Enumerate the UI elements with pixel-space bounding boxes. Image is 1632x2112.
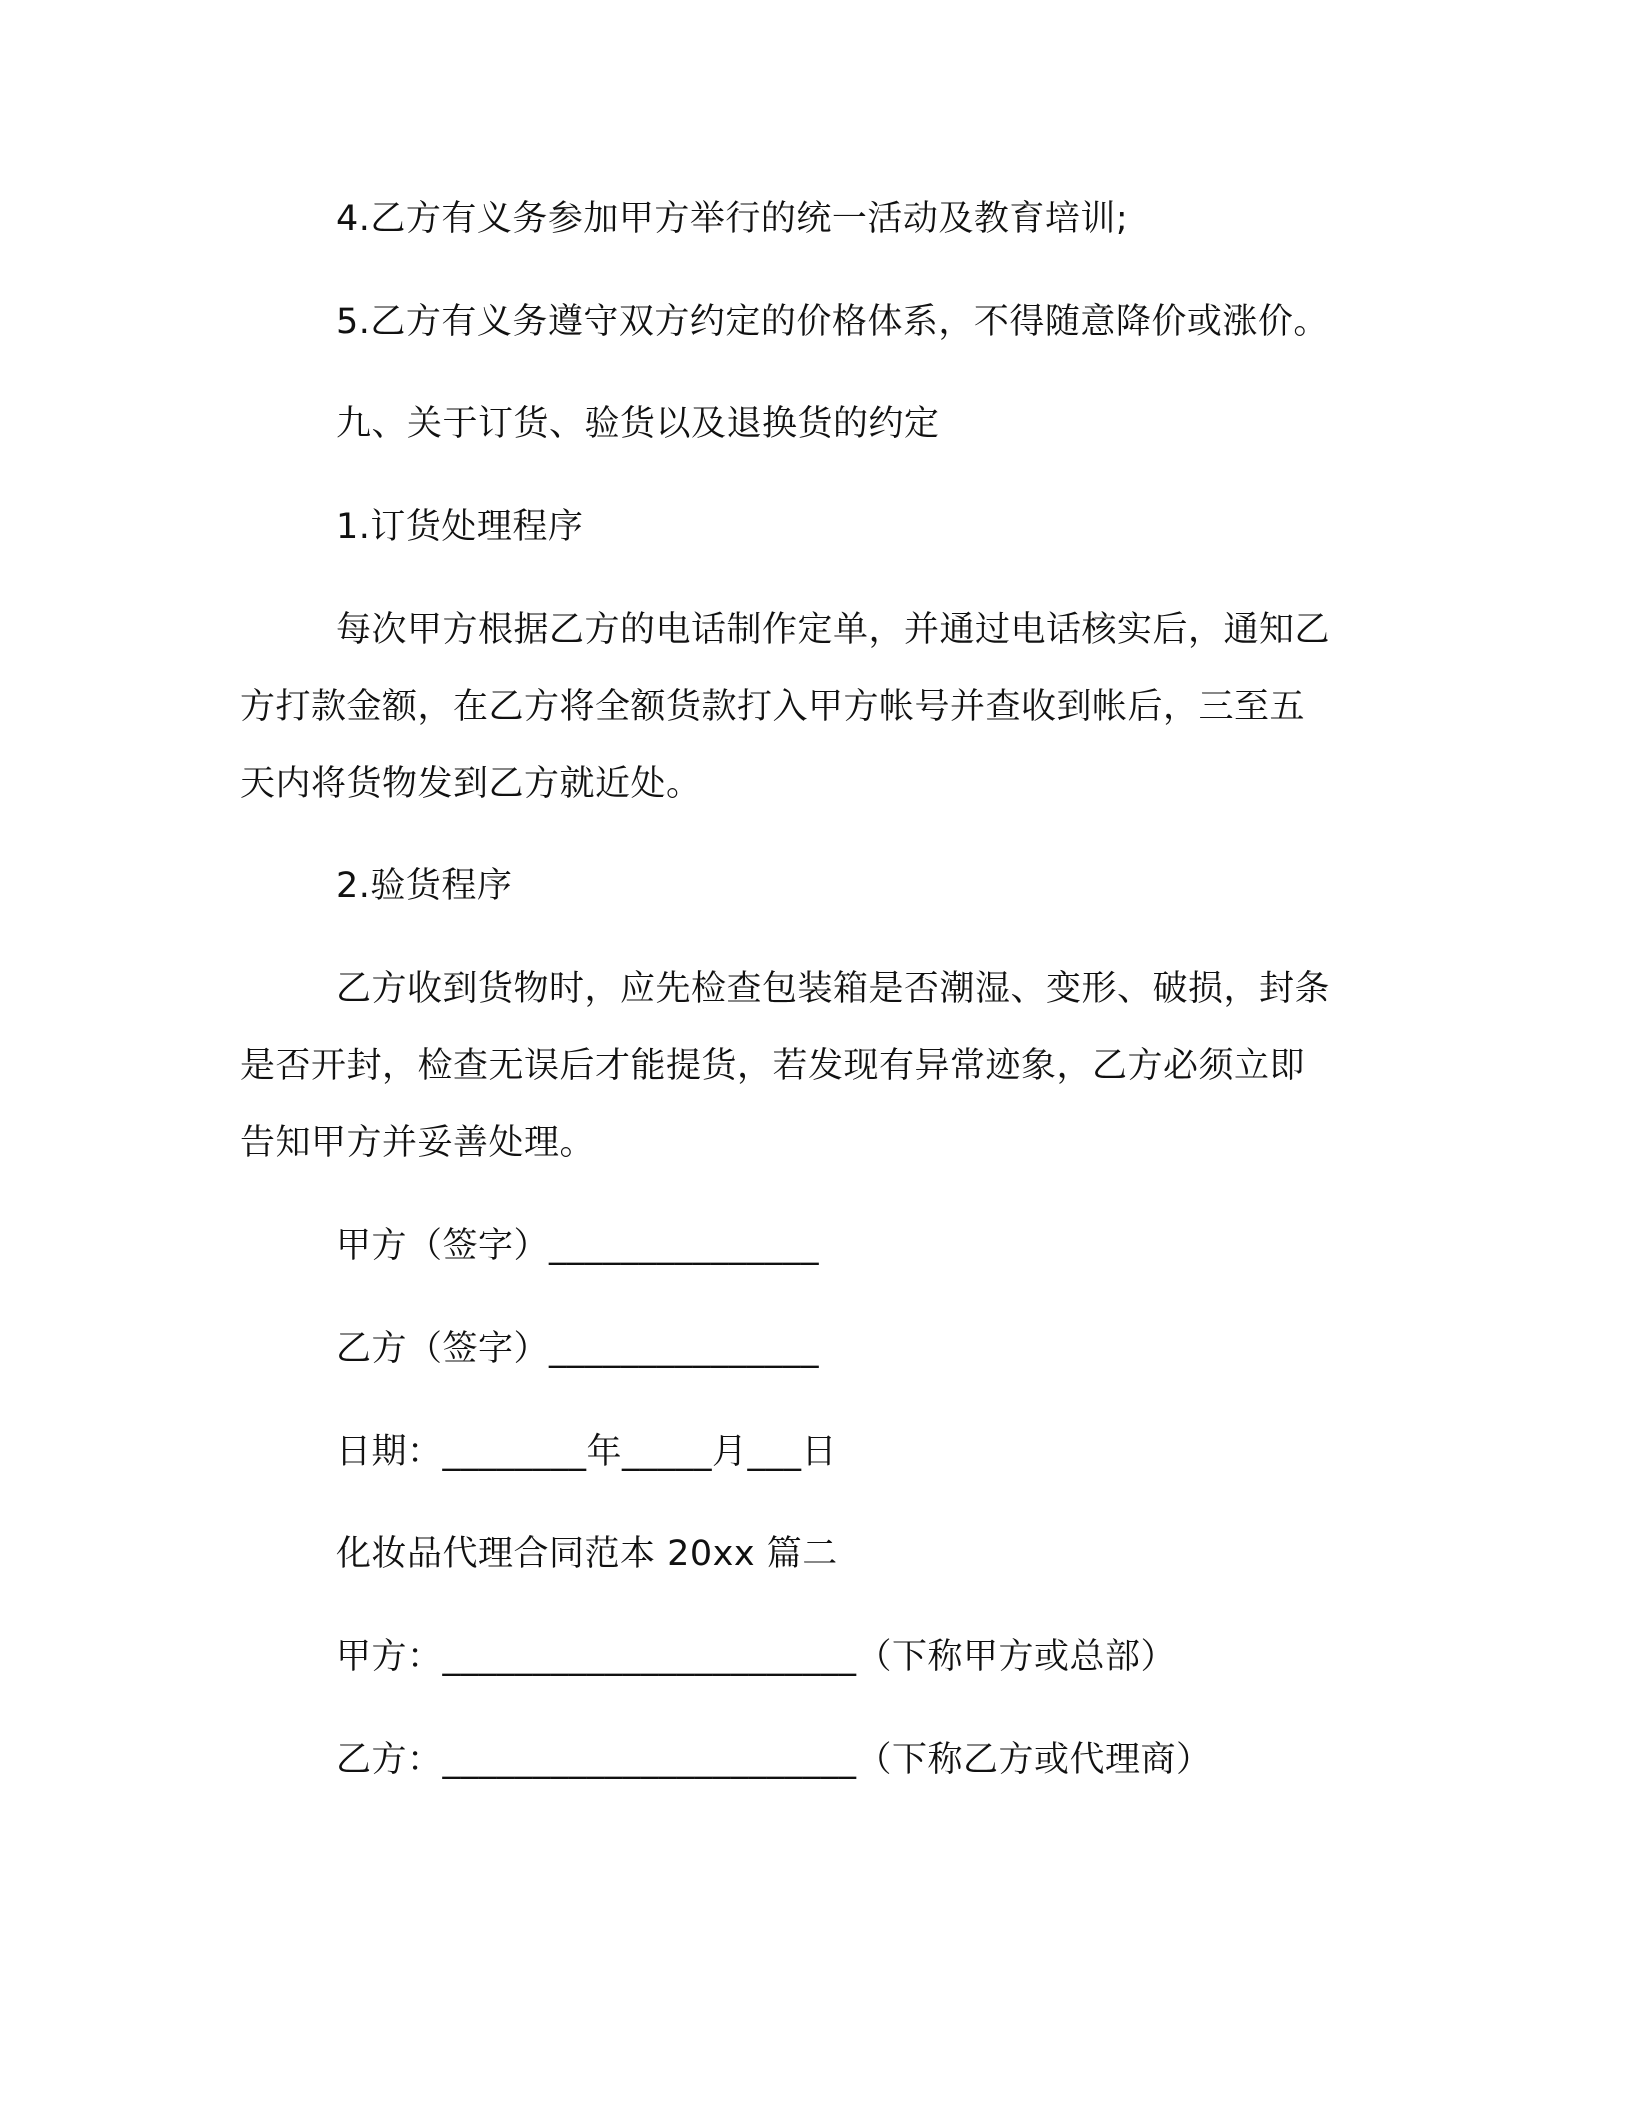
inspection-paragraph-line-3: 告知甲方并妥善处理。 <box>240 1123 596 1163</box>
party-a-signature-line: 甲方（签字）_______________ <box>336 1226 820 1266</box>
ordering-paragraph-line-3: 天内将货物发到乙方就近处。 <box>240 764 702 804</box>
party-b-signature-line: 乙方（签字）_______________ <box>336 1329 820 1369</box>
party-b-name-line: 乙方：_______________________（下称乙方或代理商） <box>336 1740 1212 1780</box>
clause-5-obligation-pricing: 5.乙方有义务遵守双方约定的价格体系，不得随意降价或涨价。 <box>336 302 1329 342</box>
section-9-heading: 九、关于订货、验货以及退换货的约定 <box>336 404 940 444</box>
inspection-paragraph-line-2: 是否开封，检查无误后才能提货，若发现有异常迹象，乙方必须立即 <box>240 1046 1306 1086</box>
ordering-paragraph-line-1: 每次甲方根据乙方的电话制作定单，并通过电话核实后，通知乙 <box>336 610 1331 650</box>
party-a-name-line: 甲方：_______________________（下称甲方或总部） <box>336 1637 1177 1677</box>
contract-part-two-title: 化妆品代理合同范本 20xx 篇二 <box>336 1534 838 1574</box>
ordering-paragraph-line-2: 方打款金额，在乙方将全额货款打入甲方帐号并查收到帐后，三至五 <box>240 687 1306 727</box>
inspection-paragraph-line-1: 乙方收到货物时，应先检查包装箱是否潮湿、变形、破损，封条 <box>336 969 1331 1009</box>
date-line: 日期：________年_____月___日 <box>336 1432 838 1472</box>
subsection-1-ordering-heading: 1.订货处理程序 <box>336 507 584 547</box>
clause-4-obligation-training: 4.乙方有义务参加甲方举行的统一活动及教育培训; <box>336 199 1129 239</box>
subsection-2-inspection-heading: 2.验货程序 <box>336 866 513 906</box>
